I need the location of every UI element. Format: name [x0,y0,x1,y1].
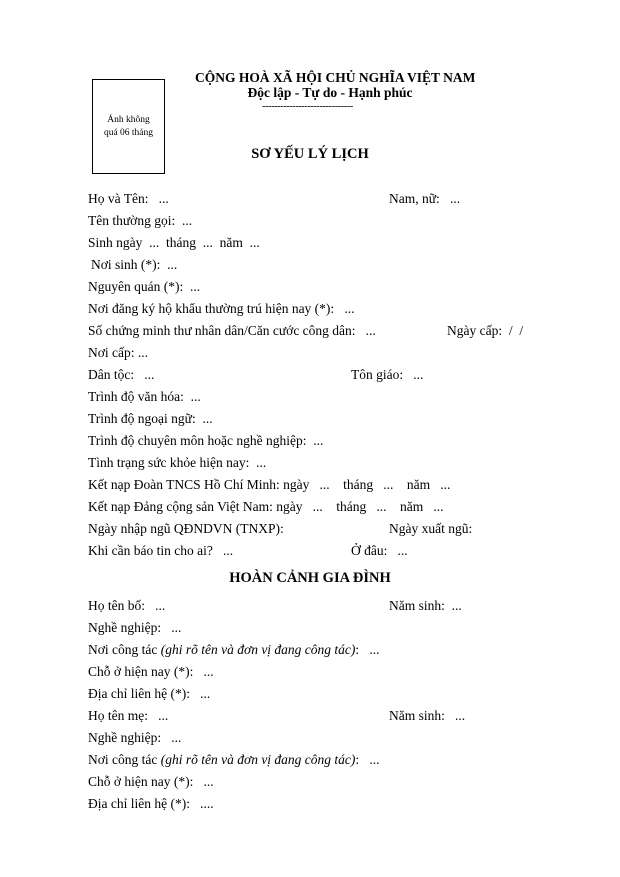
mother-current-address-label: Chỗ ở hiện nay (*): [88,774,194,789]
national-heading [195,70,476,100]
ethnicity-label: Dân tộc: [88,367,135,382]
birth-month[interactable]: ... [202,235,213,250]
residence-label: Nơi đăng ký hộ khẩu thường trú hiện nay (*): [88,301,335,316]
birthplace-row [91,257,177,273]
hometown-value[interactable]: ... [189,279,201,294]
mother-name-label: Họ tên mẹ: [88,708,148,723]
education-label: Trình độ văn hóa: [88,389,184,404]
health-label: Tình trạng sức khỏe hiện nay: [88,455,250,470]
party-month-label: tháng [336,499,367,514]
mother-occupation-value[interactable]: ... [171,730,182,745]
issue-place-value[interactable]: ... [137,345,148,360]
emergency-contact-row [88,543,233,559]
father-birth-year-label: Năm sinh: [389,598,445,613]
mother-workplace-note: (ghi rõ tên và đơn vị đang công tác) [160,752,356,767]
ethnicity-value[interactable]: ... [144,367,155,382]
religion-label: Tôn giáo: [351,367,404,382]
alias-row [88,213,192,229]
party-month[interactable]: ... [376,499,387,514]
birth-day[interactable]: ... [149,235,160,250]
foreign-language-row [88,411,213,427]
mother-name-row [88,708,168,724]
education-row [88,389,201,405]
party-year[interactable]: ... [433,499,444,514]
religion-row [351,367,423,383]
birthplace-value[interactable]: ... [167,257,178,272]
residence-row [88,301,354,317]
mother-contact-address-label: Địa chỉ liên hệ (*): [88,796,190,811]
issue-place-label: Nơi cấp: [88,345,135,360]
mother-name-value[interactable]: ... [158,708,169,723]
mother-birth-year-row [389,708,465,724]
emergency-address-label: Ở đâu: [351,543,388,558]
father-occupation-row [88,620,181,636]
issue-date-value[interactable]: / / [508,323,524,338]
id-number-label: Số chứng minh thư nhân dân/Căn cước công dân: [88,323,356,338]
id-number-value[interactable]: ... [365,323,376,338]
id-number-row [88,323,376,339]
hometown-label: Nguyên quán (*): [88,279,184,294]
mother-occupation-row [88,730,181,746]
father-workplace-colon: : [355,642,360,657]
gender-row [389,191,460,207]
father-occupation-label: Nghề nghiệp: [88,620,162,635]
father-workplace-label: Nơi công tác [88,642,158,657]
education-value[interactable]: ... [190,389,201,404]
discharge-row [389,521,472,537]
mother-occupation-label: Nghề nghiệp: [88,730,162,745]
youth-union-day[interactable]: ... [319,477,330,492]
youth-union-year[interactable]: ... [440,477,451,492]
father-contact-address-label: Địa chỉ liên hệ (*): [88,686,190,701]
alias-label: Tên thường gọi: [88,213,176,228]
father-name-row [88,598,165,614]
father-contact-address-row [88,686,210,702]
mother-current-address-row [88,774,214,790]
party-label: Kết nạp Đảng cộng sản Việt Nam: ngày [88,499,303,514]
father-current-address-label: Chỗ ở hiện nay (*): [88,664,194,679]
issue-date-label: Ngày cấp: [447,323,503,338]
form-title: SƠ YẾU LÝ LỊCH [251,146,369,162]
father-occupation-value[interactable]: ... [171,620,182,635]
birth-year[interactable]: ... [249,235,260,250]
emergency-address-value[interactable]: ... [397,543,408,558]
youth-union-label: Kết nạp Đoàn TNCS Hồ Chí Minh: ngày [88,477,310,492]
youth-union-row [88,477,450,493]
professional-value[interactable]: ... [313,433,324,448]
father-contact-address-value[interactable]: ... [200,686,211,701]
father-birth-year-row [389,598,462,614]
mother-current-address-value[interactable]: ... [203,774,214,789]
heading-divider: ------------------------------ [262,101,353,112]
gender-label: Nam, nữ: [389,191,440,206]
alias-value[interactable]: ... [181,213,193,228]
youth-union-year-label: năm [406,477,431,492]
father-current-address-value[interactable]: ... [203,664,214,679]
family-section-title: HOÀN CẢNH GIA ĐÌNH [229,570,391,586]
emergency-contact-label: Khi cần báo tin cho ai? [88,543,213,558]
birth-month-label: tháng [166,235,197,250]
photo-placeholder-line2: quá 06 tháng [103,127,154,138]
father-workplace-note: (ghi rõ tên và đơn vị đang công tác) [160,642,356,657]
enlistment-label: Ngày nhập ngũ QĐNDVN (TNXP): [88,521,284,536]
enlistment-row [88,521,284,537]
mother-contact-address-value[interactable]: .... [200,796,214,811]
photo-placeholder-line1: Ảnh không [107,114,150,125]
full-name-row [88,191,169,207]
foreign-language-label: Trình độ ngoại ngữ: [88,411,196,426]
father-birth-year-value[interactable]: ... [451,598,462,613]
professional-label: Trình độ chuyên môn hoặc nghề nghiệp: [88,433,307,448]
emergency-address-row [351,543,408,559]
health-value[interactable]: ... [256,455,267,470]
father-workplace-value[interactable]: ... [369,642,380,657]
party-day[interactable]: ... [312,499,323,514]
gender-value[interactable]: ... [449,191,461,206]
birthplace-label: Nơi sinh (*): [91,257,161,272]
religion-value[interactable]: ... [413,367,424,382]
ethnicity-row [88,367,154,383]
birth-label: Sinh ngày [88,235,143,250]
residence-value[interactable]: ... [344,301,355,316]
mother-contact-address-row [88,796,214,812]
issue-place-row [88,345,148,361]
father-name-label: Họ tên bố: [88,598,145,613]
birth-year-label: năm [219,235,243,250]
youth-union-month-label: tháng [343,477,374,492]
discharge-label: Ngày xuất ngũ: [389,521,473,536]
full-name-label: Họ và Tên: [88,191,149,206]
mother-workplace-label: Nơi công tác [88,752,158,767]
party-row [88,499,444,515]
mother-workplace-value[interactable]: ... [369,752,380,767]
emergency-contact-value[interactable]: ... [222,543,234,558]
foreign-language-value[interactable]: ... [202,411,213,426]
mother-workplace-row [88,752,379,768]
health-row [88,455,266,471]
country-name: CỘNG HOÀ XÃ HỘI CHỦ NGHĨA VIỆT NAM [195,70,476,85]
issue-date-row [447,323,523,339]
youth-union-month[interactable]: ... [383,477,394,492]
hometown-row [88,279,200,295]
full-name-value[interactable]: ... [158,191,169,206]
party-year-label: năm [400,499,424,514]
professional-row [88,433,323,449]
birth-date-row [88,235,260,251]
national-motto: Độc lập - Tự do - Hạnh phúc [247,85,413,100]
mother-birth-year-label: Năm sinh: [389,708,445,723]
father-current-address-row [88,664,214,680]
mother-workplace-colon: : [355,752,360,767]
mother-birth-year-value[interactable]: ... [455,708,466,723]
father-workplace-row [88,642,379,658]
father-name-value[interactable]: ... [155,598,166,613]
